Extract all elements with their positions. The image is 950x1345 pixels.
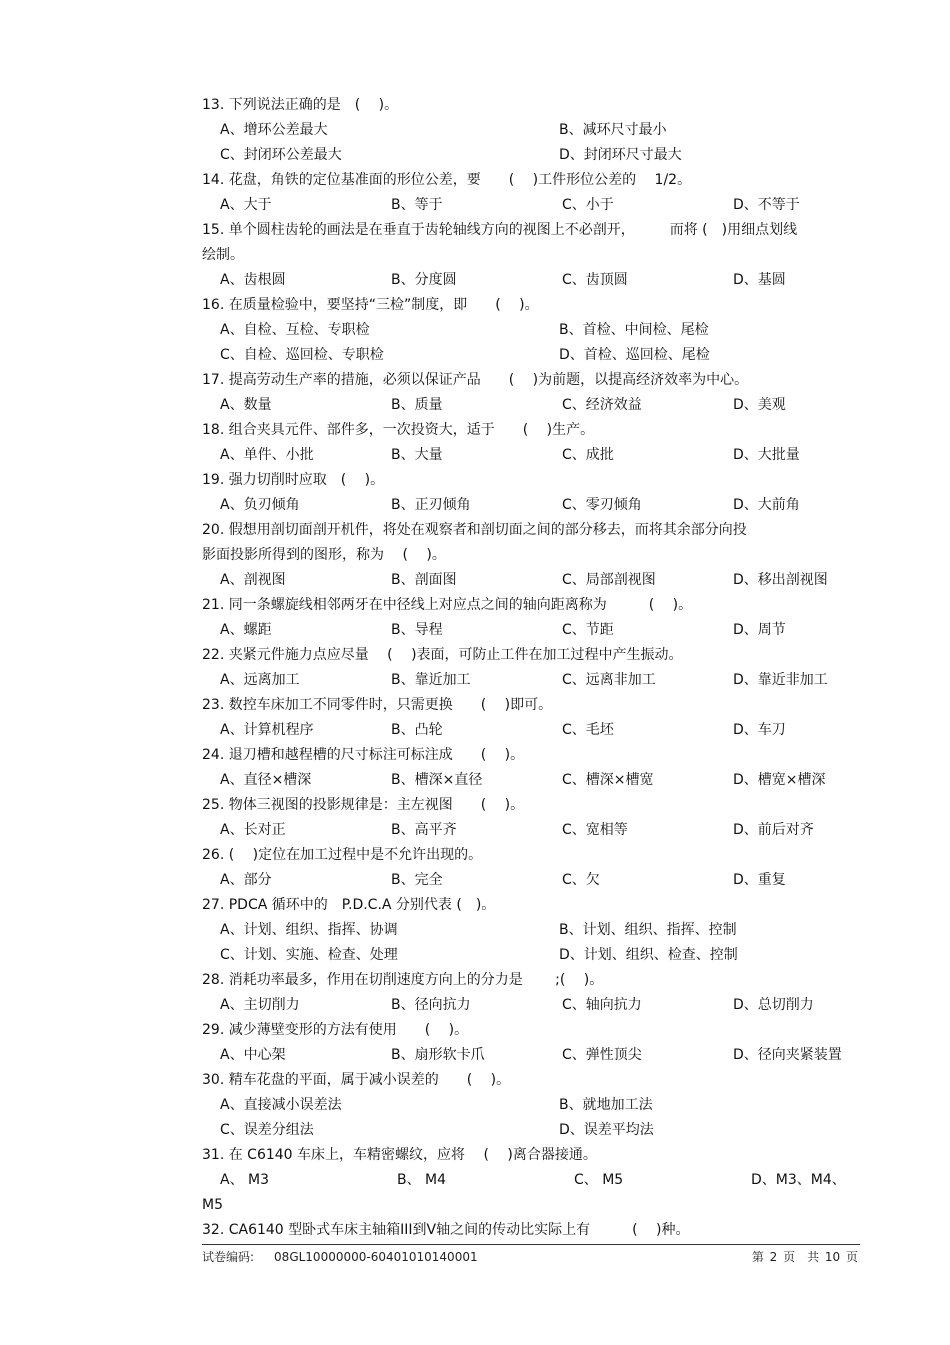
answer-option: C、齿顶圆 xyxy=(562,272,628,288)
answer-option: C、计划、实施、检查、处理 xyxy=(220,947,398,963)
answer-option: D、总切削力 xyxy=(733,997,814,1013)
answer-option: D、靠近非加工 xyxy=(733,672,828,688)
option-row xyxy=(202,268,862,293)
answer-option: B、 M4 xyxy=(397,1172,447,1188)
question-text: 14. 花盘，角铁的定位基准面的形位公差，要 ( )工件形位公差的 1/2。 xyxy=(202,172,692,188)
question-text: 20. 假想用剖切面剖开机件，将处在观察者和剖切面之间的部分移去，而将其余部分向投 xyxy=(202,522,747,538)
answer-option: C、节距 xyxy=(562,622,614,638)
page-number: 第 2 页 共 10 页 xyxy=(751,1250,858,1264)
answer-option: D、径向夹紧装置 xyxy=(733,1047,842,1063)
answer-option: B、扇形软卡爪 xyxy=(391,1047,485,1063)
answer-option: D、前后对齐 xyxy=(733,822,814,838)
answer-option: A、自检、互检、专职检 xyxy=(220,322,370,338)
answer-option: B、等于 xyxy=(391,197,443,213)
answer-option: C、宽相等 xyxy=(562,822,628,838)
question-text-continued: 绘制。 xyxy=(202,247,244,263)
question-text: 29. 减少薄壁变形的方法有使用 ( )。 xyxy=(202,1022,469,1038)
option-row xyxy=(202,343,862,368)
answer-option: A、数量 xyxy=(220,397,272,413)
option-row xyxy=(202,568,862,593)
question-text: 27. PDCA 循环中的 P.D.C.A 分别代表 ( )。 xyxy=(202,897,496,913)
option-row xyxy=(202,1093,862,1118)
option-row xyxy=(202,1043,862,1068)
option-row xyxy=(202,868,862,893)
question-text: 22. 夹紧元件施力点应尽量 ( )表面，可防止工件在加工过程中产生振动。 xyxy=(202,647,683,663)
option-row xyxy=(202,1168,862,1193)
option-row xyxy=(202,618,862,643)
answer-option: A、单件、小批 xyxy=(220,447,314,463)
page-footer xyxy=(202,1248,860,1268)
option-row xyxy=(202,143,862,168)
answer-option: D、计划、组织、检查、控制 xyxy=(559,947,738,963)
option-row xyxy=(202,193,862,218)
answer-option: B、计划、组织、指挥、控制 xyxy=(559,922,737,938)
answer-option: B、首检、中间检、尾检 xyxy=(559,322,709,338)
answer-option: A、远离加工 xyxy=(220,672,300,688)
answer-option: C、小于 xyxy=(562,197,614,213)
answer-option: B、槽深×直径 xyxy=(391,772,483,788)
footer-divider xyxy=(202,1244,860,1245)
answer-option: A、 M3 xyxy=(220,1172,270,1188)
option-row xyxy=(202,443,862,468)
answer-option: D、不等于 xyxy=(733,197,800,213)
answer-option: B、剖面图 xyxy=(391,572,457,588)
answer-option: C、槽深×槽宽 xyxy=(562,772,654,788)
answer-option: B、高平齐 xyxy=(391,822,457,838)
answer-option: C、误差分组法 xyxy=(220,1122,314,1138)
answer-option: D、封闭环尺寸最大 xyxy=(559,147,682,163)
answer-option: B、质量 xyxy=(391,397,443,413)
question-text: 25. 物体三视图的投影规律是：主左视图 ( )。 xyxy=(202,797,525,813)
answer-option: A、螺距 xyxy=(220,622,272,638)
option-row xyxy=(202,493,862,518)
answer-option: B、分度圆 xyxy=(391,272,457,288)
answer-option: C、零刃倾角 xyxy=(562,497,642,513)
paper-code-value: 08GL10000000-60401010140001 xyxy=(274,1250,478,1264)
answer-option: B、正刃倾角 xyxy=(391,497,471,513)
paper-code-label: 试卷编码: xyxy=(202,1250,255,1264)
question-text: 30. 精车花盘的平面，属于减小误差的 ( )。 xyxy=(202,1072,511,1088)
option-row xyxy=(202,718,862,743)
answer-option: D、首检、巡回检、尾检 xyxy=(559,347,710,363)
answer-option: D、基圆 xyxy=(733,272,786,288)
answer-option: A、直接减小误差法 xyxy=(220,1097,342,1113)
answer-option: A、部分 xyxy=(220,872,272,888)
question-text: 32. CA6140 型卧式车床主轴箱III到Ⅴ轴之间的传动比实际上有 ( )种。 xyxy=(202,1222,690,1238)
option-row xyxy=(202,118,862,143)
answer-option: A、计划、组织、指挥、协调 xyxy=(220,922,398,938)
answer-option: D、M3、M4、 xyxy=(751,1172,846,1188)
answer-option: C、局部剖视图 xyxy=(562,572,656,588)
question-text: 28. 消耗功率最多，作用在切削速度方向上的分力是 ;( )。 xyxy=(202,972,604,988)
answer-option: C、毛坯 xyxy=(562,722,614,738)
paper-code xyxy=(202,1248,478,1265)
question-text: 15. 单个圆柱齿轮的画法是在垂直于齿轮轴线方向的视图上不必剖开， 而将 ( )用细点划线 xyxy=(202,222,798,238)
question-text: 21. 同一条螺旋线相邻两牙在中径线上对应点之间的轴向距离称为 ( )。 xyxy=(202,597,693,613)
option-row xyxy=(202,393,862,418)
option-row xyxy=(202,818,862,843)
answer-option: D、槽宽×槽深 xyxy=(733,772,826,788)
answer-option: D、误差平均法 xyxy=(559,1122,654,1138)
question-text: 31. 在 C6140 车床上，车精密螺纹，应将 ( )离合器接通。 xyxy=(202,1147,597,1163)
answer-option: D、移出剖视图 xyxy=(733,572,828,588)
answer-option: C、轴向抗力 xyxy=(562,997,642,1013)
answer-option: D、大批量 xyxy=(733,447,800,463)
option-row xyxy=(202,943,862,968)
answer-option: B、凸轮 xyxy=(391,722,443,738)
answer-option: C、封闭环公差最大 xyxy=(220,147,342,163)
answer-option: A、计算机程序 xyxy=(220,722,314,738)
answer-option: D、美观 xyxy=(733,397,786,413)
option-row xyxy=(202,318,862,343)
option-row xyxy=(202,768,862,793)
answer-option: B、径向抗力 xyxy=(391,997,471,1013)
answer-option: B、完全 xyxy=(391,872,443,888)
answer-option: B、大量 xyxy=(391,447,443,463)
question-text: 16. 在质量检验中，要坚持“三检”制度，即 ( )。 xyxy=(202,297,539,313)
answer-option: C、欠 xyxy=(562,872,600,888)
answer-option: B、导程 xyxy=(391,622,443,638)
question-text: 17. 提高劳动生产率的措施，必须以保证产品 ( )为前题，以提高经济效率为中心。 xyxy=(202,372,749,388)
answer-option: C、自检、巡回检、专职检 xyxy=(220,347,384,363)
question-text: 24. 退刀槽和越程槽的尺寸标注可标注成 ( )。 xyxy=(202,747,525,763)
answer-option: B、靠近加工 xyxy=(391,672,471,688)
answer-option: B、就地加工法 xyxy=(559,1097,653,1113)
answer-option: C、成批 xyxy=(562,447,614,463)
answer-option: C、远离非加工 xyxy=(562,672,656,688)
option-continued: M5 xyxy=(202,1197,223,1213)
answer-option: A、主切削力 xyxy=(220,997,300,1013)
answer-option: A、大于 xyxy=(220,197,272,213)
answer-option: A、负刃倾角 xyxy=(220,497,300,513)
answer-option: D、大前角 xyxy=(733,497,800,513)
answer-option: C、经济效益 xyxy=(562,397,642,413)
option-row xyxy=(202,993,862,1018)
question-text: 19. 强力切削时应取 ( )。 xyxy=(202,472,385,488)
answer-option: C、 M5 xyxy=(574,1172,624,1188)
answer-option: A、齿根圆 xyxy=(220,272,286,288)
question-text-continued: 影面投影所得到的图形，称为 ( )。 xyxy=(202,547,446,563)
answer-option: D、重复 xyxy=(733,872,786,888)
question-list xyxy=(202,93,862,1243)
question-text: 13. 下列说法正确的是 ( )。 xyxy=(202,97,399,113)
question-text: 18. 组合夹具元件、部件多，一次投资大，适于 ( )生产。 xyxy=(202,422,595,438)
answer-option: A、剖视图 xyxy=(220,572,286,588)
question-text: 26. ( )定位在加工过程中是不允许出现的。 xyxy=(202,847,483,863)
answer-option: A、增环公差最大 xyxy=(220,122,328,138)
answer-option: D、车刀 xyxy=(733,722,786,738)
option-row xyxy=(202,1118,862,1143)
answer-option: C、弹性顶尖 xyxy=(562,1047,642,1063)
option-row xyxy=(202,918,862,943)
question-text: 23. 数控车床加工不同零件时，只需更换 ( )即可。 xyxy=(202,697,553,713)
option-row xyxy=(202,668,862,693)
answer-option: D、周节 xyxy=(733,622,786,638)
answer-option: A、长对正 xyxy=(220,822,286,838)
answer-option: A、直径×槽深 xyxy=(220,772,312,788)
answer-option: A、中心架 xyxy=(220,1047,286,1063)
answer-option: B、减环尺寸最小 xyxy=(559,122,667,138)
